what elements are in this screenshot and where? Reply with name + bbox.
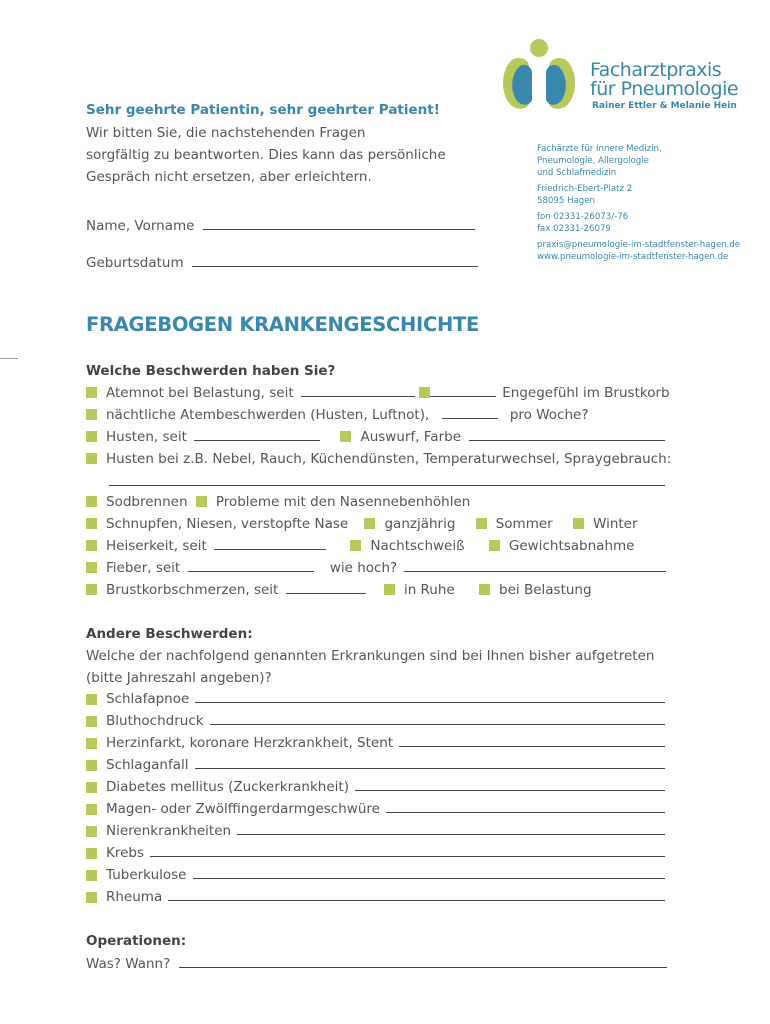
checkbox[interactable] bbox=[86, 584, 97, 595]
label-sodbrennen: Sodbrennen bbox=[106, 494, 188, 510]
complaint-row-6 bbox=[86, 515, 638, 533]
contact-specialties-1: Fachärzte für Innere Medizin, bbox=[537, 144, 662, 154]
operations-heading: Operationen: bbox=[86, 933, 187, 949]
disease-year-field[interactable] bbox=[355, 778, 665, 791]
checkbox[interactable] bbox=[364, 518, 375, 529]
logo-name-line1: Facharztpraxis bbox=[590, 59, 722, 81]
label-ganzjaehrig: ganzjährig bbox=[384, 516, 456, 532]
disease-row bbox=[86, 866, 665, 884]
disease-year-field[interactable] bbox=[399, 734, 665, 747]
checkbox[interactable] bbox=[350, 540, 361, 551]
checkbox[interactable] bbox=[86, 870, 97, 881]
checkbox[interactable] bbox=[196, 496, 207, 507]
greeting: Sehr geehrte Patientin, sehr geehrter Patient! bbox=[86, 102, 440, 118]
disease-row bbox=[86, 844, 665, 862]
label-brustkorbschmerzen: Brustkorbschmerzen, seit bbox=[106, 582, 279, 598]
disease-label: Herzinfarkt, koronare Herzkrankheit, Stent bbox=[106, 735, 394, 751]
checkbox[interactable] bbox=[86, 826, 97, 837]
label-fieber: Fieber, seit bbox=[106, 560, 181, 576]
lungs-logo-icon bbox=[498, 36, 580, 114]
disease-label: Tuberkulose bbox=[106, 867, 187, 883]
disease-year-field[interactable] bbox=[195, 756, 666, 769]
other-intro-1: Welche der nachfolgend genannten Erkrankungen sind bei Ihnen bisher aufgetreten bbox=[86, 648, 655, 664]
intro-line-1: Wir bitten Sie, die nachstehenden Fragen bbox=[86, 125, 366, 141]
checkbox[interactable] bbox=[384, 584, 395, 595]
checkbox[interactable] bbox=[86, 782, 97, 793]
label-pro-woche: pro Woche? bbox=[509, 407, 589, 423]
checkbox[interactable] bbox=[573, 518, 584, 529]
disease-row bbox=[86, 778, 665, 796]
logo-doctors: Rainer Ettler & Melanie Hein bbox=[592, 101, 737, 111]
disease-row bbox=[86, 888, 665, 906]
complaint-row-5 bbox=[86, 493, 470, 511]
label-schnupfen: Schnupfen, Niesen, verstopfte Nase bbox=[106, 516, 349, 532]
checkbox[interactable] bbox=[86, 738, 97, 749]
birthdate-field-row bbox=[86, 254, 478, 271]
checkbox[interactable] bbox=[86, 387, 97, 398]
label-engegefuehl: Engegefühl im Brustkorb bbox=[502, 385, 670, 401]
fold-mark bbox=[0, 358, 18, 359]
intro-line-2: sorgfältig zu beantworten. Dies kann das persönliche bbox=[86, 147, 446, 163]
checkbox[interactable] bbox=[340, 431, 351, 442]
disease-row bbox=[86, 690, 665, 708]
logo-name-line2: für Pneumologie bbox=[590, 78, 739, 100]
label-heiserkeit: Heiserkeit, seit bbox=[106, 538, 207, 554]
disease-row bbox=[86, 822, 665, 840]
disease-label: Rheuma bbox=[106, 889, 163, 905]
field-brustkorb-seit[interactable] bbox=[286, 581, 366, 594]
intro-line-3: Gespräch nicht ersetzen, aber erleichtern. bbox=[86, 169, 372, 185]
checkbox[interactable] bbox=[476, 518, 487, 529]
disease-row bbox=[86, 734, 665, 752]
checkbox[interactable] bbox=[86, 453, 97, 464]
label-sommer: Sommer bbox=[495, 516, 553, 532]
field-auswurf-farbe[interactable] bbox=[469, 428, 665, 441]
disease-year-field[interactable] bbox=[150, 844, 665, 857]
checkbox[interactable] bbox=[479, 584, 490, 595]
checkbox[interactable] bbox=[86, 496, 97, 507]
contact-specialties-2: Pneumologie, Allergologie bbox=[537, 156, 649, 166]
checkbox[interactable] bbox=[86, 694, 97, 705]
complaint-row-9 bbox=[86, 581, 592, 599]
complaints-heading: Welche Beschwerden haben Sie? bbox=[86, 363, 336, 379]
field-fieber-seit[interactable] bbox=[188, 559, 314, 572]
contact-city: 58095 Hagen bbox=[537, 196, 595, 206]
label-husten-bei: Husten bei z.B. Nebel, Rauch, Küchendünsten, Temperaturwechsel, Spraygebrauch: bbox=[106, 451, 672, 467]
disease-row bbox=[86, 756, 665, 774]
checkbox[interactable] bbox=[86, 431, 97, 442]
checkbox[interactable] bbox=[86, 760, 97, 771]
disease-row bbox=[86, 712, 665, 730]
disease-year-field[interactable] bbox=[193, 866, 666, 879]
complaint-row-4 bbox=[86, 450, 671, 468]
label-nasennebenhoehlen: Probleme mit den Nasennebenhöhlen bbox=[215, 494, 471, 510]
disease-label: Bluthochdruck bbox=[106, 713, 204, 729]
operations-label: Was? Wann? bbox=[86, 956, 171, 972]
other-heading: Andere Beschwerden: bbox=[86, 626, 253, 642]
field-wie-hoch[interactable] bbox=[404, 559, 666, 572]
label-gewichtsabnahme: Gewichtsabnahme bbox=[508, 538, 635, 554]
label-naechtlich: nächtliche Atembeschwerden (Husten, Luftnot), bbox=[106, 407, 430, 423]
disease-year-field[interactable] bbox=[210, 712, 665, 725]
contact-street: Friedrich-Ebert-Platz 2 bbox=[537, 184, 633, 194]
name-field[interactable] bbox=[203, 217, 475, 230]
field-enge[interactable] bbox=[430, 384, 496, 397]
disease-row bbox=[86, 800, 665, 818]
page-title: FRAGEBOGEN KRANKENGESCHICHTE bbox=[86, 313, 480, 336]
checkbox[interactable] bbox=[86, 848, 97, 859]
checkbox[interactable] bbox=[86, 892, 97, 903]
label-winter: Winter bbox=[593, 516, 638, 532]
checkbox[interactable] bbox=[86, 540, 97, 551]
name-field-row bbox=[86, 217, 475, 234]
label-in-ruhe: in Ruhe bbox=[403, 582, 455, 598]
disease-label: Magen- oder Zwölffingerdarmgeschwüre bbox=[106, 801, 380, 817]
disease-label: Schlafapnoe bbox=[106, 691, 190, 707]
complaint-row-7 bbox=[86, 537, 634, 555]
disease-label: Schlaganfall bbox=[106, 757, 189, 773]
disease-label: Krebs bbox=[106, 845, 145, 861]
operations-row bbox=[86, 955, 667, 972]
checkbox[interactable] bbox=[489, 540, 500, 551]
complaint-row-1 bbox=[86, 384, 670, 402]
contact-fax: fax 02331-26079 bbox=[537, 224, 611, 234]
complaint-row-2 bbox=[86, 406, 589, 424]
checkbox[interactable] bbox=[86, 562, 97, 573]
checkbox[interactable] bbox=[86, 409, 97, 420]
other-intro-2: (bitte Jahreszahl angeben)? bbox=[86, 670, 272, 686]
disease-label: Nierenkrankheiten bbox=[106, 823, 232, 839]
checkbox[interactable] bbox=[86, 716, 97, 727]
complaint-row-3 bbox=[86, 428, 665, 446]
operations-field[interactable] bbox=[179, 955, 667, 968]
birthdate-field[interactable] bbox=[192, 254, 478, 267]
label-auswurf: Auswurf, Farbe bbox=[360, 429, 462, 445]
label-husten-seit: Husten, seit bbox=[106, 429, 187, 445]
contact-block bbox=[537, 143, 740, 263]
label-atemnot: Atemnot bei Belastung, seit bbox=[106, 385, 294, 401]
disease-year-field[interactable] bbox=[195, 690, 665, 703]
contact-email[interactable]: praxis@pneumologie-im-stadtfenster-hagen.de bbox=[537, 240, 741, 250]
disease-year-field[interactable] bbox=[237, 822, 665, 835]
checkbox[interactable] bbox=[86, 804, 97, 815]
birthdate-label: Geburtsdatum bbox=[86, 255, 184, 271]
contact-specialties-3: und Schlafmedizin bbox=[537, 168, 617, 178]
label-nachtschweiss: Nachtschweiß bbox=[370, 538, 465, 554]
checkbox[interactable] bbox=[86, 518, 97, 529]
field-husten-bei[interactable] bbox=[109, 485, 665, 486]
field-husten-seit[interactable] bbox=[194, 428, 320, 441]
disease-year-field[interactable] bbox=[168, 888, 665, 901]
checkbox[interactable] bbox=[419, 387, 430, 398]
contact-web[interactable]: www.pneumologie-im-stadtfenster-hagen.de bbox=[537, 252, 729, 262]
label-bei-belastung: bei Belastung bbox=[499, 582, 592, 598]
disease-label: Diabetes mellitus (Zuckerkrankheit) bbox=[106, 779, 349, 795]
label-wie-hoch: wie hoch? bbox=[329, 560, 398, 576]
contact-phone: fon 02331-26073/-76 bbox=[537, 212, 629, 222]
field-atemnot-seit[interactable] bbox=[301, 384, 415, 397]
complaint-row-8 bbox=[86, 559, 666, 577]
practice-logo bbox=[498, 36, 758, 116]
disease-year-field[interactable] bbox=[386, 800, 665, 813]
field-pro-woche[interactable] bbox=[442, 406, 498, 419]
name-label: Name, Vorname bbox=[86, 218, 195, 234]
field-heiserkeit-seit[interactable] bbox=[214, 537, 326, 550]
